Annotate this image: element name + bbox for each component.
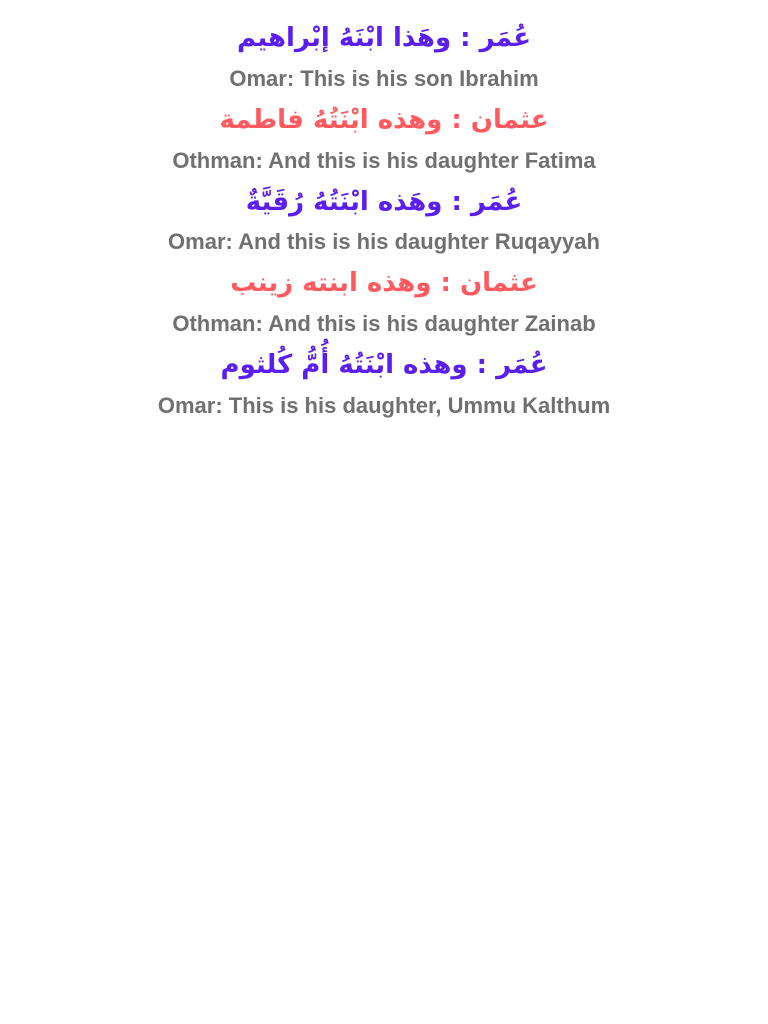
english-translation: Othman: And this is his daughter Fatima xyxy=(172,147,596,173)
arabic-line-othman: عثمان : وهذه ابْنَتُهُ فاطمة xyxy=(219,104,549,135)
arabic-line-omar: عُمَر : وهَذا ابْنَهُ إبْراهيم xyxy=(237,23,531,54)
english-translation: Omar: And this is his daughter Ruqayyah xyxy=(168,229,600,255)
arabic-line-othman: عثمان : وهذه ابنته زينب xyxy=(230,268,538,299)
arabic-line-omar: عُمَر : وهَذه ابْنَتُهُ رُقَيَّةٌ xyxy=(245,186,523,217)
arabic-line-omar: عُمَر : وهذه ابْنَتُهُ أُمُّ كُلثوم xyxy=(220,349,548,380)
english-translation: Omar: This is his daughter, Ummu Kalthum xyxy=(157,392,611,418)
dialogue xyxy=(0,18,768,426)
english-translation: Omar: This is his son Ibrahim xyxy=(229,66,539,92)
english-translation: Othman: And this is his daughter Zainab xyxy=(172,310,596,336)
